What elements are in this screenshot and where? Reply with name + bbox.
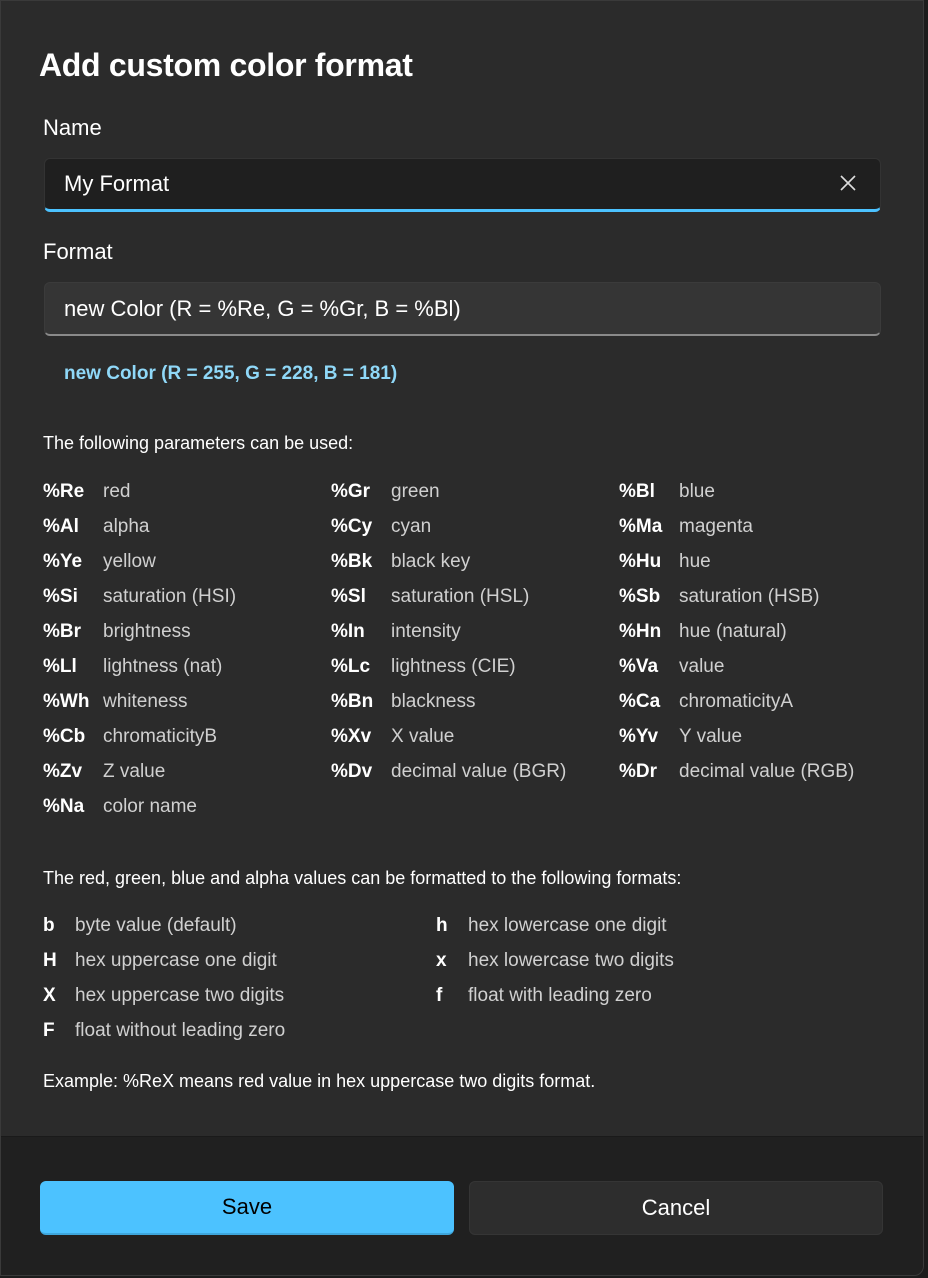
name-input-value[interactable]: My Format — [64, 171, 170, 196]
params-item — [619, 691, 793, 721]
params-item — [331, 481, 440, 511]
dialog-title: Add custom color format — [39, 47, 413, 83]
formats-code: x — [436, 950, 447, 971]
params-item — [619, 726, 742, 756]
params-item — [331, 551, 470, 581]
name-input[interactable] — [44, 158, 881, 212]
params-item — [43, 516, 150, 546]
params-item — [331, 586, 529, 616]
params-intro: The following parameters can be used: — [43, 433, 354, 453]
formats-code: H — [43, 950, 57, 971]
params-description: saturation (HSI) — [103, 586, 237, 607]
formats-code: f — [436, 985, 443, 1006]
formats-description: float with leading zero — [468, 985, 652, 1006]
params-code: %Gr — [331, 481, 371, 502]
params-item — [619, 586, 819, 616]
params-description: yellow — [103, 551, 156, 572]
formats-description: hex lowercase one digit — [468, 915, 667, 936]
params-item — [43, 481, 130, 511]
params-item — [331, 691, 476, 721]
params-description: lightness (nat) — [103, 656, 223, 677]
params-code: %Hn — [619, 621, 662, 642]
params-code: %Xv — [331, 726, 372, 747]
params-description: alpha — [103, 516, 150, 537]
formats-item — [43, 1020, 285, 1050]
formats-item — [43, 985, 284, 1015]
format-input[interactable] — [44, 282, 881, 336]
formats-description: hex uppercase one digit — [75, 950, 277, 971]
params-code: %Va — [619, 656, 659, 677]
params-item — [43, 761, 165, 791]
params-item — [43, 586, 236, 616]
params-description: blue — [679, 481, 715, 502]
params-code: %Ye — [43, 551, 83, 572]
params-code: %Hu — [619, 551, 662, 572]
params-description: lightness (CIE) — [391, 656, 516, 677]
params-code: %Dr — [619, 761, 658, 782]
params-code: %Ca — [619, 691, 661, 712]
params-description: whiteness — [103, 691, 188, 712]
params-code: %In — [331, 621, 365, 642]
params-description: saturation (HSL) — [391, 586, 530, 607]
params-description: value — [679, 656, 725, 677]
params-item — [619, 621, 787, 651]
params-item — [619, 761, 854, 791]
params-code: %Ma — [619, 516, 663, 537]
params-code: %Bl — [619, 481, 655, 502]
params-item — [43, 656, 222, 686]
params-code: %Bk — [331, 551, 373, 572]
params-description: chromaticityB — [103, 726, 218, 747]
params-description: Z value — [103, 761, 166, 782]
params-item — [331, 761, 566, 791]
format-label: Format — [43, 239, 113, 264]
format-input-value[interactable]: new Color (R = %Re, G = %Gr, B = %Bl) — [64, 295, 461, 321]
params-code: %Yv — [619, 726, 659, 747]
params-code: %Re — [43, 481, 85, 502]
params-description: color name — [103, 796, 197, 817]
formats-intro: The red, green, blue and alpha values can be formatted to the following formats: — [43, 868, 682, 888]
params-code: %Sl — [331, 586, 366, 607]
save-button[interactable]: Save — [40, 1181, 454, 1235]
params-code: %Ll — [43, 656, 77, 677]
params-code: %Na — [43, 796, 85, 817]
formats-description: byte value (default) — [75, 915, 237, 936]
params-description: red — [103, 481, 131, 502]
formats-code: X — [43, 985, 56, 1006]
params-code: %Dv — [331, 761, 373, 782]
params-description: decimal value (BGR) — [391, 761, 567, 782]
params-description: Y value — [679, 726, 743, 747]
params-code: %Bn — [331, 691, 374, 712]
formats-item — [436, 950, 674, 980]
formats-description: float without leading zero — [75, 1020, 286, 1041]
format-preview: new Color (R = 255, G = 228, B = 181) — [64, 363, 398, 384]
params-code: %Br — [43, 621, 82, 642]
formats-description: hex uppercase two digits — [75, 985, 285, 1006]
params-item — [331, 726, 454, 756]
params-description: saturation (HSB) — [679, 586, 820, 607]
params-description: decimal value (RGB) — [679, 761, 855, 782]
clear-icon[interactable] — [836, 171, 860, 195]
params-code: %Cy — [331, 516, 373, 537]
params-item — [619, 656, 724, 686]
dialog-footer — [1, 1136, 923, 1276]
params-item — [619, 516, 753, 546]
params-description: intensity — [391, 621, 461, 642]
params-description: chromaticityA — [679, 691, 794, 712]
params-item — [43, 796, 197, 826]
params-code: %Lc — [331, 656, 371, 677]
example-text: Example: %ReX means red value in hex uppercase two digits format. — [43, 1071, 596, 1091]
params-item — [43, 551, 156, 581]
formats-code: b — [43, 915, 55, 936]
params-code: %Zv — [43, 761, 83, 782]
params-code: %Cb — [43, 726, 86, 747]
formats-description: hex lowercase two digits — [468, 950, 674, 971]
params-item — [331, 516, 431, 546]
params-description: hue — [679, 551, 711, 572]
formats-item — [43, 950, 277, 980]
params-description: cyan — [391, 516, 432, 537]
params-description: X value — [391, 726, 455, 747]
params-code: %Sb — [619, 586, 661, 607]
name-label: Name — [43, 115, 102, 140]
cancel-button[interactable]: Cancel — [469, 1181, 883, 1235]
params-code: %Wh — [43, 691, 90, 712]
params-item — [331, 621, 461, 651]
params-description: blackness — [391, 691, 476, 712]
params-item — [43, 621, 191, 651]
params-description: brightness — [103, 621, 191, 642]
params-item — [43, 726, 217, 756]
params-code: %Si — [43, 586, 78, 607]
params-description: magenta — [679, 516, 753, 537]
params-code: %Al — [43, 516, 79, 537]
formats-item — [436, 915, 667, 945]
formats-item — [43, 915, 237, 945]
params-description: black key — [391, 551, 471, 572]
params-description: hue (natural) — [679, 621, 787, 642]
params-item — [619, 551, 711, 581]
formats-code: h — [436, 915, 448, 936]
params-item — [331, 656, 516, 686]
params-item — [619, 481, 715, 511]
formats-code: F — [43, 1020, 55, 1041]
params-description: green — [391, 481, 440, 502]
params-item — [43, 691, 188, 721]
formats-item — [436, 985, 652, 1015]
